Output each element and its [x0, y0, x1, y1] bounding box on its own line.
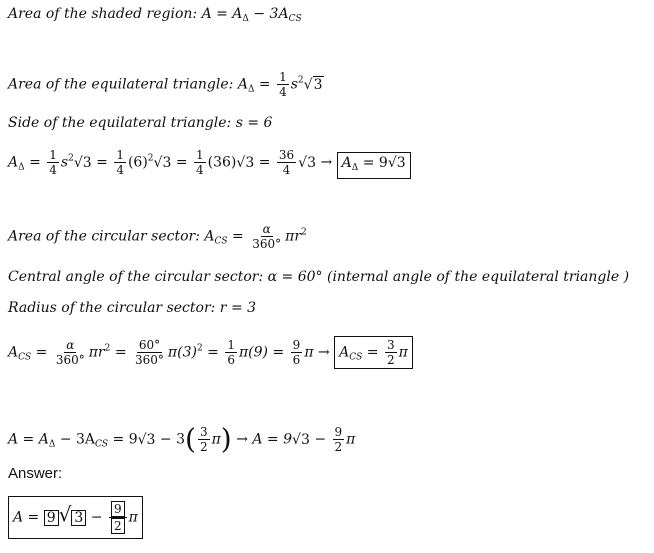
answer-coefficient: 9 [44, 510, 59, 526]
triangle-side: Side of the equilateral triangle: s = 6 [8, 115, 273, 131]
sector-area-result: $A_{CS}$ = $\frac{3}{2}$ π [334, 336, 413, 369]
triangle-area-result: $A_\Delta = 9√3$ [337, 152, 411, 179]
sqrt: √3 [303, 76, 323, 93]
triangle-area-formula: Area of the equilateral triangle: $A_\Delta$ = $\frac{1}{4}$ $s^2√3$ [8, 70, 323, 99]
shaded-region-formula: Area of the shaded region: $A = A_\Delta - 3A_{CS}$ [8, 6, 302, 24]
answer-label: Answer: [8, 465, 63, 482]
answer-radicand: 3 [71, 510, 86, 526]
shaded-area-calc: $A = A_\Delta - 3A_{CS} = 9√3 - 3$( $\frac{3}{2}$ π) → A = 9√3 − $\frac{9}{2}$ π [8, 422, 356, 456]
fraction: $\frac{1}{4}$ [279, 70, 287, 99]
triangle-area-calc: $A_\Delta$ = $\frac{1}{4}$ $s^2√3$ = $\frac{1}{4}$ $(6)^2√3$ = $\frac{1}{4}$ (36)√3 = $\frac{36}{4}$ $√3 \to A_\Delta = 9√3$ [8, 148, 411, 179]
sector-radius: Radius of the circular sector: r = 3 [8, 300, 257, 316]
sector-area-calc: $A_{CS}$ = $\frac{\alpha}{360^\circ}$ $\pi r^2$ = $\frac{60^\circ}{360^\circ}$ $\pi(3)^2$ = $\frac{1}{6}$ π(9) = $\frac{9}{6}$ $\pi \to A_{CS}$ = $\frac{3}{2}$ π [8, 336, 413, 369]
central-angle: Central angle of the circular sector: α = 60° (internal angle of the equilateral triangle ) [8, 269, 630, 285]
answer-box: A = 9 √ 3 − $\frac{9}{2}$ π [8, 496, 143, 539]
sector-area-formula: Area of the circular sector: $A_{CS}$ = $\frac{\alpha}{360^\circ}$ $\pi r^2$ [8, 222, 307, 251]
